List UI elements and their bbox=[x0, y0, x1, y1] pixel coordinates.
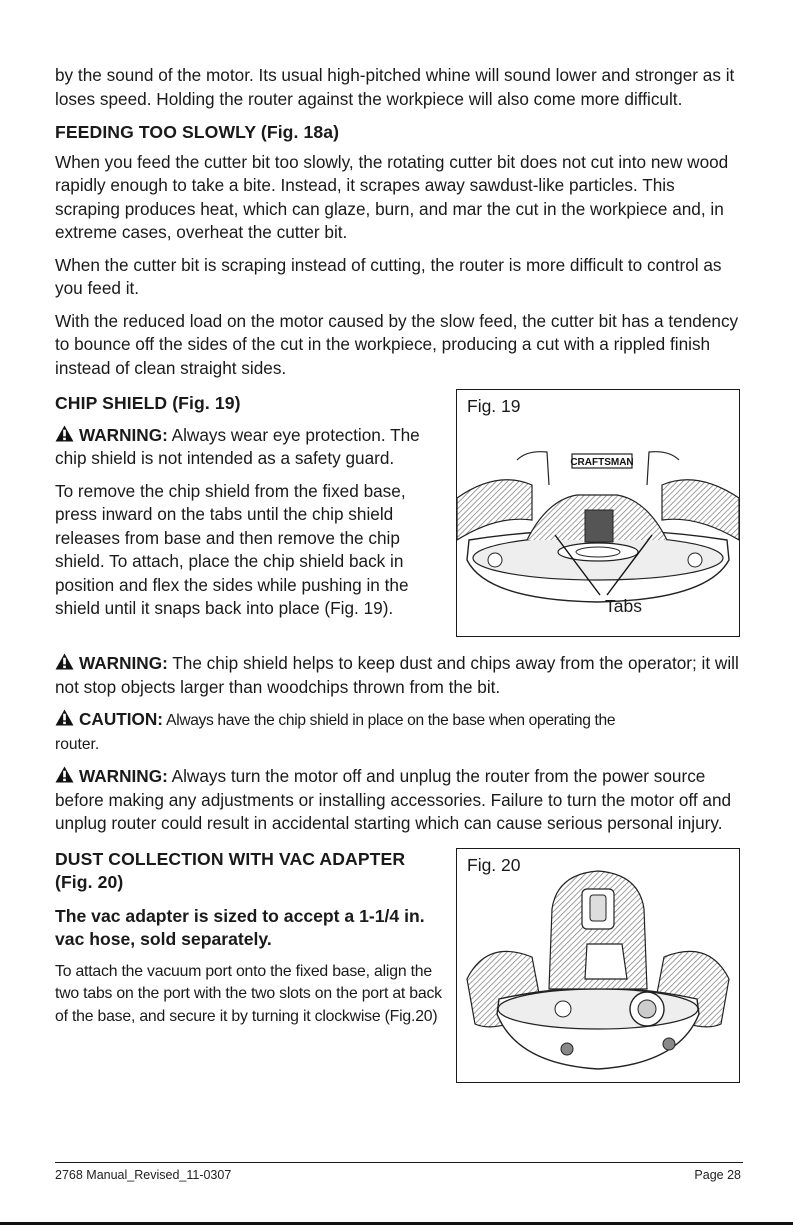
footer-rule bbox=[55, 1162, 743, 1163]
warning-triangle-icon bbox=[55, 766, 74, 783]
warning-text: Always wear eye protection. The chip shield is not intended as a safety guard. bbox=[55, 424, 420, 468]
tabs-callout-label: Tabs bbox=[605, 596, 642, 616]
router-vac-adapter-illustration bbox=[457, 849, 739, 1082]
power-warning bbox=[55, 765, 743, 836]
footer-page-number: Page 28 bbox=[694, 1168, 741, 1182]
feeding-paragraph-3: With the reduced load on the motor caused by the slow feed, the cutter bit has a tendency to bounce off the sides of the cut in the workpiece, producing a cut with a rippled finish instead of clean straight sides. bbox=[55, 310, 739, 378]
manual-page bbox=[55, 64, 743, 1088]
chip-shield-section bbox=[55, 392, 743, 646]
chip-shield-caution bbox=[55, 708, 743, 756]
vac-attach-paragraph: To attach the vacuum port onto the fixed base, align the two tabs on the port with the two slots on the port at back of the base, and secure it by turning it clockwise (Fig.20) bbox=[55, 962, 442, 1025]
router-base-illustration bbox=[457, 390, 739, 636]
section-heading-feeding-slowly: FEEDING TOO SLOWLY (Fig. 18a) bbox=[55, 122, 340, 142]
dust-collection-section bbox=[55, 848, 743, 1088]
footer-document-id: 2768 Manual_Revised_11-0307 bbox=[55, 1168, 232, 1182]
vac-adapter-note: The vac adapter is sized to accept a 1-1/4 in. vac hose, sold separately. bbox=[55, 905, 425, 949]
warning-triangle-icon bbox=[55, 653, 74, 670]
section-heading-dust-collection-ref: (Fig. 20) bbox=[55, 872, 124, 892]
figure-20 bbox=[456, 848, 740, 1083]
figure-19 bbox=[456, 389, 740, 637]
warning-label: WARNING: bbox=[79, 766, 168, 786]
dust-chips-warning bbox=[55, 652, 743, 699]
chip-shield-paragraph: To remove the chip shield from the fixed base, press inward on the tabs until the chip shield releases from base and then remove the chip shield. To attach, place the chip shield back in position and flex the sides while pushing in the shield until it snaps back into place (Fig. 19). bbox=[55, 480, 409, 618]
warning-triangle-icon bbox=[55, 709, 74, 726]
feeding-paragraph-1: When you feed the cutter bit too slowly, the rotating cutter bit does not cut into new wood rapidly enough to take a bite. Instead, it scrapes away sawdust-like particles. This scraping produces heat, which can glaze, burn, and mar the cut in the workpiece and, in extreme cases, overheat the cutter bit. bbox=[55, 151, 729, 242]
warning-label: WARNING: bbox=[79, 424, 168, 445]
warning-label: WARNING: bbox=[79, 653, 168, 673]
chip-shield-warning bbox=[55, 424, 445, 471]
figure-19-label: Fig. 19 bbox=[467, 396, 521, 416]
section-heading-dust-collection: DUST COLLECTION WITH VAC ADAPTER bbox=[55, 848, 406, 869]
caution-text-continued: router. bbox=[55, 735, 100, 753]
section-heading-chip-shield: CHIP SHIELD (Fig. 19) bbox=[55, 393, 241, 413]
caution-text: Always have the chip shield in place on the base when operating the bbox=[163, 712, 616, 729]
warning-text: The chip shield helps to keep dust and chips away from the operator; it will not stop objects larger than woodchips thrown from the bit. bbox=[55, 653, 739, 697]
caution-label: CAUTION: bbox=[79, 709, 164, 729]
brand-logo-text: CRAFTSMAN bbox=[570, 457, 634, 468]
feeding-paragraph-2: When the cutter bit is scraping instead of cutting, the router is more difficult to control as you feed it. bbox=[55, 254, 722, 298]
warning-text: Always turn the motor off and unplug the router from the power source before making any adjustments or installing accessories. Failure to turn the motor off and unplug router could result in accidental starting which can cause serious personal injury. bbox=[55, 766, 732, 833]
intro-continuation: by the sound of the motor. Its usual high-pitched whine will sound lower and stronger as it loses speed. Holding the router against the workpiece will also come more difficult. bbox=[55, 65, 735, 109]
warning-triangle-icon bbox=[55, 425, 74, 442]
figure-20-label: Fig. 20 bbox=[467, 854, 521, 875]
